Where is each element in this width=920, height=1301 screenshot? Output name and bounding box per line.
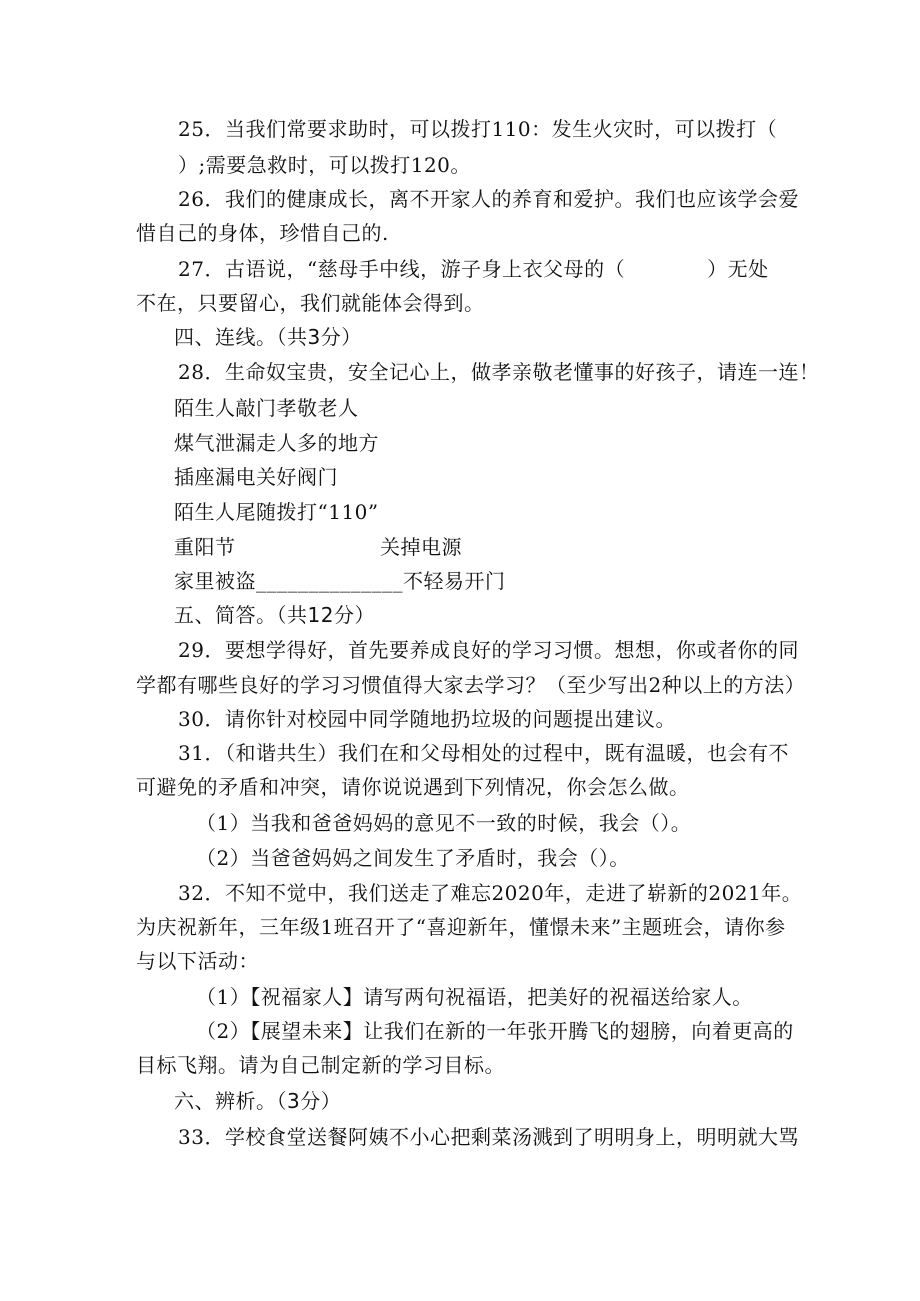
q29-line2: 学都有哪些良好的学习习惯值得大家去学习？（至少写出2种以上的方法） xyxy=(136,673,806,697)
q25-line1: 25．当我们常要求助时，可以拨打110：发生火灾时，可以拨打（ xyxy=(178,117,778,141)
q32-sub2-line2: 目标飞翔。请为自己制定新的学习目标。 xyxy=(136,1053,505,1077)
q28-row-1: 陌生人敲门孝敬老人 xyxy=(174,396,359,420)
q32-line3: 与以下活动： xyxy=(136,949,259,973)
q32-sub2-line1: （2）【展望未来】让我们在新的一年张开腾飞的翅膀，向着更高的 xyxy=(196,1019,794,1043)
q30-line1: 30．请你针对校园中同学随地扔垃圾的问题提出建议。 xyxy=(178,707,676,731)
q28-row-3: 插座漏电关好阀门 xyxy=(174,465,338,489)
section-5-heading: 五、简答。（共12分） xyxy=(174,603,375,627)
q29-line1: 29．要想学得好，首先要养成良好的学习习惯。想想，你或者你的同 xyxy=(178,638,799,662)
q28-prompt: 28．生命奴宝贵，安全记心上，做孝亲敬老懂事的好孩子，请连一连！ xyxy=(178,360,820,384)
section-4-heading: 四、连线。（共3分） xyxy=(174,325,362,349)
q31-line1: 31．（和谐共生）我们在和父母相处的过程中，既有温暖，也会有不 xyxy=(178,741,789,765)
q26-line2: 惜自己的身体，珍惜自己的. xyxy=(136,221,389,245)
q28-row-5-left: 重阳节 xyxy=(174,535,236,559)
q32-sub1: （1）【祝福家人】请写两句祝福语，把美好的祝福送给家人。 xyxy=(196,985,753,1009)
q27-line1: 27．古语说，“慈母手中线，游子身上衣父母的（ ）无处 xyxy=(178,257,769,281)
q31-sub2: （2）当爸爸妈妈之间发生了矛盾时，我会（）。 xyxy=(196,846,630,870)
q31-sub1: （1）当我和爸爸妈妈的意见不一致的时候，我会（）。 xyxy=(196,811,692,835)
q28-row-4: 陌生人尾随拨打“110” xyxy=(174,500,379,524)
section-6-heading: 六、辨析。（3分） xyxy=(174,1089,342,1113)
q27-line2: 不在，只要留心，我们就能体会得到。 xyxy=(136,291,485,315)
q28-row-2: 煤气泄漏走人多的地方 xyxy=(174,431,379,455)
q26-line1: 26．我们的健康成长，离不开家人的养育和爱护。我们也应该学会爱 xyxy=(178,187,799,211)
q31-line2: 可避免的矛盾和冲突，请你说说遇到下列情况，你会怎么做。 xyxy=(136,775,690,799)
q33-line1: 33．学校食堂送餐阿姨不小心把剩菜汤溅到了明明身上，明明就大骂 xyxy=(178,1125,799,1149)
q32-line2: 为庆祝新年，三年级1班召开了“喜迎新年，懂憬未来”主题班会，请你参 xyxy=(136,915,786,939)
q28-row-5-right: 关掉电源 xyxy=(380,535,462,559)
q25-line2: ）;需要急救时，可以拨打120。 xyxy=(178,153,471,177)
q28-row-6: 家里被盗______________不轻易开门 xyxy=(174,569,506,593)
q32-line1: 32．不知不觉中，我们送走了难忘2020年，走进了崭新的2021年。 xyxy=(178,881,803,905)
